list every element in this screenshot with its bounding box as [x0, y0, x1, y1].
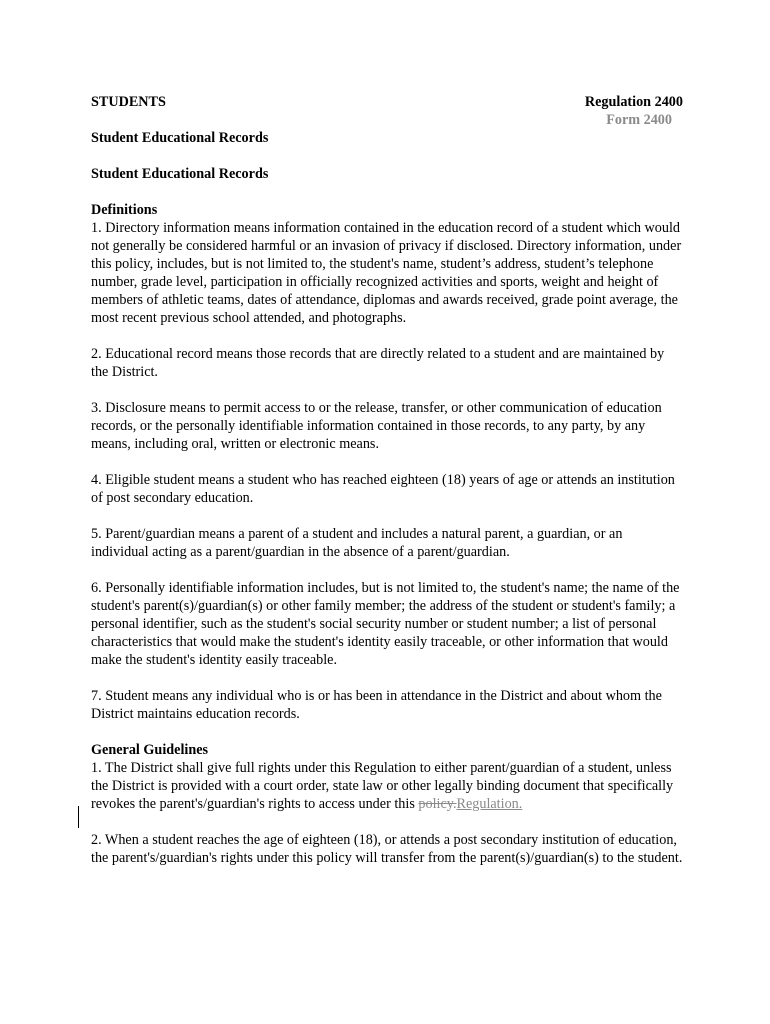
definition-item: 2. Educational record means those records that are directly related to a student and are maintained by the District.: [91, 346, 665, 380]
definition-item: 5. Parent/guardian means a parent of a student and includes a natural parent, a guardian, or an individual acting as a parent/guardian in the absence of a parent/guardian.: [91, 526, 623, 560]
document-title: Student Educational Records: [91, 130, 269, 146]
document-subtitle: Student Educational Records: [91, 166, 269, 182]
definition-item: 4. Eligible student means a student who has reached eighteen (18) years of age or attends an institution of post secondary education.: [91, 472, 675, 506]
document-page: [91, 93, 683, 885]
definitions-heading: Definitions: [91, 202, 158, 218]
regulation-number: Regulation 2400: [584, 94, 683, 110]
section-label: STUDENTS: [91, 94, 166, 110]
revision-change-bar: [78, 806, 79, 828]
guideline-item-text: 1. The District shall give full rights under this Regulation to either parent/guardian of a student, unless the District is provided with a court order, state law or other legally binding document that specifically revokes the parent's/guardian's rights to access under this: [91, 760, 674, 812]
inserted-text-revision: Regulation.: [456, 796, 523, 812]
guideline-item: [91, 759, 683, 813]
general-guidelines-heading: General Guidelines: [91, 742, 209, 758]
guideline-item: 2. When a student reaches the age of eighteen (18), or attends a post secondary institution of education, the parent's/guardian's rights under this policy will transfer from the parent(s)/guardian(s) to the student.: [91, 832, 683, 866]
definition-item: 3. Disclosure means to permit access to or the release, transfer, or other communication of education records, or the personally identifiable information contained in those records, to any party, by any means, including oral, written or electronic means.: [91, 400, 662, 452]
form-number: Form 2400: [606, 112, 672, 128]
definition-item: 6. Personally identifiable information includes, but is not limited to, the student's name; the name of the student's parent(s)/guardian(s) or other family member; the address of the student or student's family; a personal identifier, such as the student's social security number or student number; a list of personal characteristics that would make the student's identity easily traceable, or other information that would make the student's identity easily traceable.: [91, 580, 680, 668]
document-header: [91, 93, 683, 111]
definition-item: 7. Student means any individual who is or has been in attendance in the District and about whom the District maintains education records.: [91, 688, 662, 722]
definitions-section: [91, 201, 683, 723]
definition-item: 1. Directory information means information contained in the education record of a student which would not generally be considered harmful or an invasion of privacy if disclosed. Directory information, under this policy, includes, but is not limited to, the student's name, student’s address, student’s telephone number, grade level, participation in officially recognized activities and sports, weight and height of members of athletic teams, dates of attendance, diplomas and awards received, grade point average, the most recent previous school attended, and photographs.: [91, 220, 682, 326]
general-guidelines-section: [91, 741, 683, 867]
deleted-text-revision: policy.: [418, 796, 457, 812]
